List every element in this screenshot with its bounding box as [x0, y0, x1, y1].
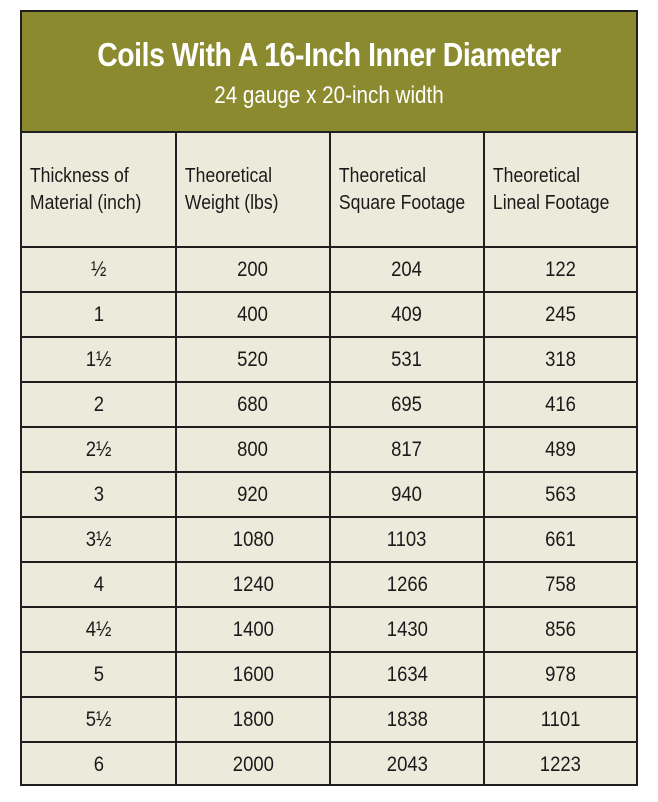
- column-header-line2: Material (inch): [29, 192, 142, 214]
- cell-thickness: 5½: [22, 697, 176, 742]
- cell-weight: 920: [176, 472, 330, 517]
- cell-weight: 1080: [176, 517, 330, 562]
- cell-square-footage: 695: [330, 382, 484, 427]
- column-header-line1: Thickness of: [29, 165, 129, 187]
- column-header-thickness: [22, 133, 176, 247]
- cell-square-footage: 204: [330, 247, 484, 292]
- table-row: [22, 562, 636, 607]
- cell-weight: 400: [176, 292, 330, 337]
- table-row: [22, 697, 636, 742]
- table-title: Coils With A 16-Inch Inner Diameter: [97, 36, 561, 73]
- cell-weight: 1400: [176, 607, 330, 652]
- column-header-weight: [176, 133, 330, 247]
- cell-thickness: 4: [22, 562, 176, 607]
- cell-lineal-footage: 856: [484, 607, 636, 652]
- table-row: [22, 427, 636, 472]
- cell-square-footage: 817: [330, 427, 484, 472]
- table-row: [22, 337, 636, 382]
- cell-lineal-footage: 318: [484, 337, 636, 382]
- cell-lineal-footage: 245: [484, 292, 636, 337]
- cell-thickness: 6: [22, 742, 176, 786]
- cell-thickness: 3: [22, 472, 176, 517]
- table-row: [22, 742, 636, 786]
- cell-lineal-footage: 661: [484, 517, 636, 562]
- table-row: [22, 382, 636, 427]
- cell-square-footage: 1103: [330, 517, 484, 562]
- column-header-line2: Lineal Footage: [492, 192, 610, 214]
- column-header-row: [22, 133, 636, 247]
- cell-lineal-footage: 1223: [484, 742, 636, 786]
- column-header-line2: Weight (lbs): [184, 192, 279, 214]
- cell-weight: 2000: [176, 742, 330, 786]
- table-row: [22, 472, 636, 517]
- column-header-line1: Theoretical: [184, 165, 272, 187]
- table-row: [22, 292, 636, 337]
- cell-thickness: 2½: [22, 427, 176, 472]
- cell-square-footage: 2043: [330, 742, 484, 786]
- cell-weight: 1600: [176, 652, 330, 697]
- cell-weight: 1800: [176, 697, 330, 742]
- table-subtitle: 24 gauge x 20-inch width: [214, 82, 444, 109]
- cell-lineal-footage: 758: [484, 562, 636, 607]
- column-header-lineal-footage: [484, 133, 636, 247]
- cell-thickness: 2: [22, 382, 176, 427]
- cell-square-footage: 1430: [330, 607, 484, 652]
- cell-weight: 200: [176, 247, 330, 292]
- cell-thickness: 4½: [22, 607, 176, 652]
- table-row: [22, 607, 636, 652]
- cell-lineal-footage: 122: [484, 247, 636, 292]
- cell-square-footage: 1634: [330, 652, 484, 697]
- cell-weight: 1240: [176, 562, 330, 607]
- table-row: [22, 652, 636, 697]
- cell-thickness: ½: [22, 247, 176, 292]
- cell-lineal-footage: 489: [484, 427, 636, 472]
- cell-square-footage: 940: [330, 472, 484, 517]
- coil-table-card: [20, 10, 638, 786]
- cell-lineal-footage: 978: [484, 652, 636, 697]
- column-header-line1: Theoretical: [492, 165, 580, 187]
- cell-square-footage: 1838: [330, 697, 484, 742]
- table-header-banner: [22, 12, 636, 133]
- table-row: [22, 247, 636, 292]
- cell-thickness: 3½: [22, 517, 176, 562]
- cell-weight: 520: [176, 337, 330, 382]
- cell-weight: 680: [176, 382, 330, 427]
- column-header-line1: Theoretical: [338, 165, 426, 187]
- cell-weight: 800: [176, 427, 330, 472]
- cell-square-footage: 1266: [330, 562, 484, 607]
- cell-thickness: 5: [22, 652, 176, 697]
- cell-thickness: 1: [22, 292, 176, 337]
- cell-lineal-footage: 1101: [484, 697, 636, 742]
- cell-square-footage: 409: [330, 292, 484, 337]
- cell-lineal-footage: 416: [484, 382, 636, 427]
- cell-lineal-footage: 563: [484, 472, 636, 517]
- coil-data-table: [22, 133, 636, 786]
- cell-square-footage: 531: [330, 337, 484, 382]
- column-header-line2: Square Footage: [338, 192, 466, 214]
- cell-thickness: 1½: [22, 337, 176, 382]
- column-header-square-footage: [330, 133, 484, 247]
- table-row: [22, 517, 636, 562]
